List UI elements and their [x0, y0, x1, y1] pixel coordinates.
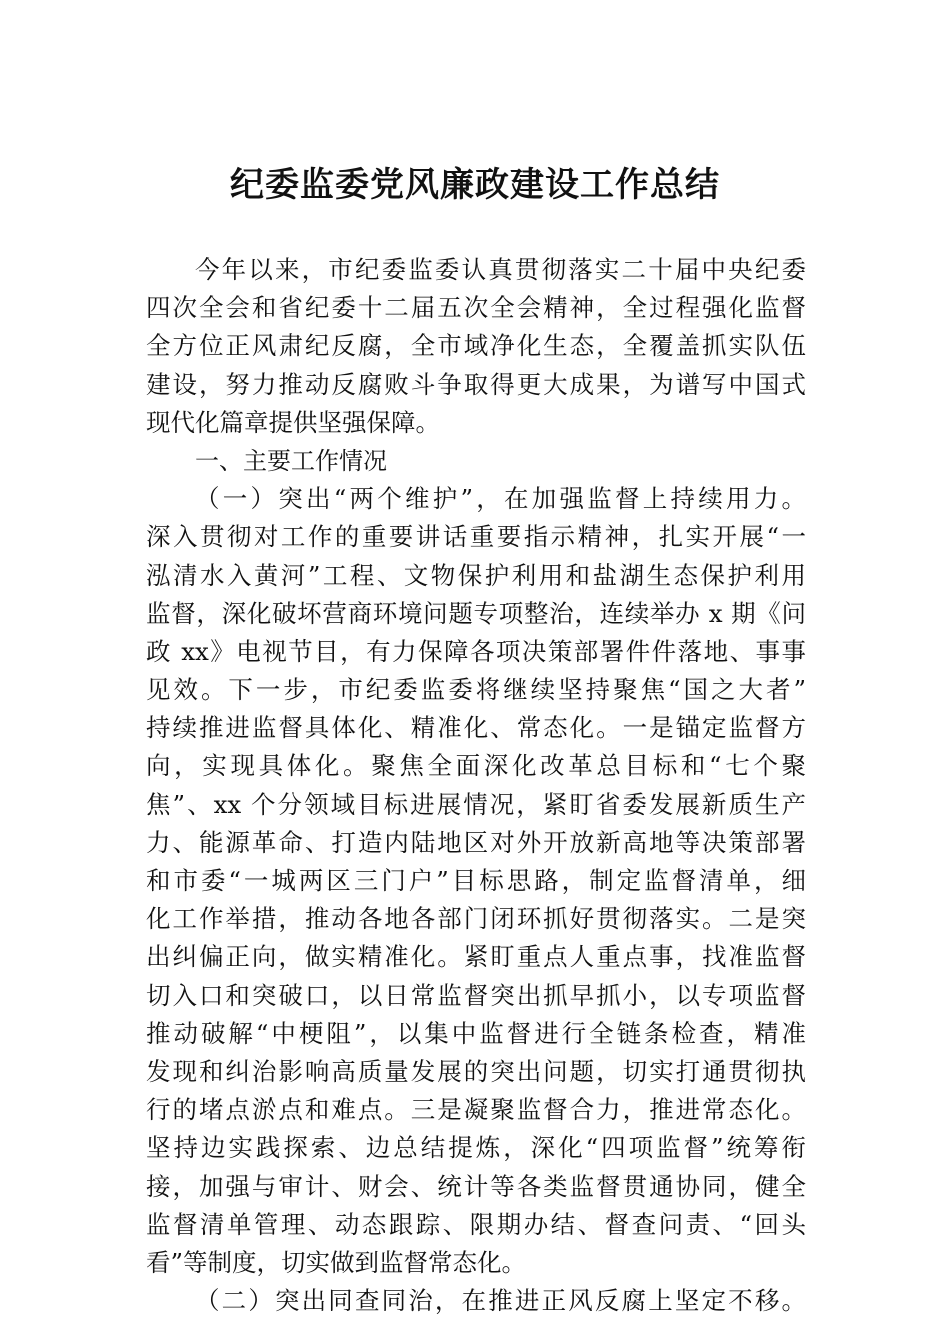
body-text-line: 化工作举措，推动各地各部门闭环抓好贯彻落实。二是突 — [146, 904, 806, 934]
body-text-line: （一）突出“两个维护”，在加强监督上持续用力。 — [195, 484, 806, 514]
section-heading: 一、主要工作情况 — [195, 446, 387, 475]
body-text-line: 和市委“一城两区三门户”目标思路，制定监督清单，细 — [146, 866, 806, 895]
body-text-line: 力、能源革命、打造内陆地区对外开放新高地等决策部署 — [146, 827, 806, 857]
body-text-line: 监督清单管理、动态跟踪、限期办结、督查问责、“回头 — [146, 1209, 806, 1239]
body-text-line: 焦”、xx 个分领域目标进展情况，紧盯省委发展新质生产 — [146, 789, 806, 819]
body-text-line: 持续推进监督具体化、精准化、常态化。一是锚定监督方 — [146, 713, 806, 743]
body-text-line: 全方位正风肃纪反腐，全市域净化生态，全覆盖抓实队伍 — [146, 331, 806, 361]
body-text-line: 泓清水入黄河”工程、文物保护利用和盐湖生态保护利用 — [146, 560, 806, 590]
body-text-line: 深入贯彻对工作的重要讲话重要指示精神，扎实开展“一 — [146, 522, 806, 552]
body-text-line: 推动破解“中梗阻”，以集中监督进行全链条检查，精准 — [146, 1018, 806, 1048]
body-text-line: 监督，深化破坏营商环境问题专项整治，连续举办 x 期《问 — [146, 598, 806, 628]
body-text-line: （二）突出同查同治，在推进正风反腐上坚定不移。 — [195, 1286, 806, 1316]
body-text-line: 看”等制度，切实做到监督常态化。 — [146, 1247, 527, 1277]
body-text-line: 出纠偏正向，做实精准化。紧盯重点人重点事，找准监督 — [146, 942, 806, 972]
body-text-line: 接，加强与审计、财会、统计等各类监督贯通协同，健全 — [146, 1171, 806, 1201]
body-text-line: 现代化篇章提供坚强保障。 — [146, 407, 440, 437]
body-text-line: 见效。下一步，市纪委监委将继续坚持聚焦“国之大者” — [146, 675, 806, 705]
body-text-line: 切入口和突破口，以日常监督突出抓早抓小，以专项监督 — [146, 980, 806, 1010]
body-text-line: 行的堵点淤点和难点。三是凝聚监督合力，推进常态化。 — [146, 1095, 806, 1125]
body-text-line: 今年以来，市纪委监委认真贯彻落实二十届中央纪委 — [195, 255, 806, 284]
body-text-line: 发现和纠治影响高质量发展的突出问题，切实打通贯彻执 — [146, 1056, 806, 1086]
document-title: 纪委监委党风廉政建设工作总结 — [230, 165, 720, 205]
body-text-line: 建设，努力推动反腐败斗争取得更大成果，为谱写中国式 — [146, 369, 806, 399]
body-text-line: 四次全会和省纪委十二届五次全会精神，全过程强化监督 — [146, 293, 806, 323]
body-text-line: 向，实现具体化。聚焦全面深化改革总目标和“七个聚 — [146, 751, 806, 781]
document-body — [146, 251, 806, 1320]
body-text-line: 坚持边实践探索、边总结提炼，深化“四项监督”统筹衔 — [146, 1133, 806, 1163]
body-text-line: 政 xx》电视节目，有力保障各项决策部署件件落地、事事 — [146, 636, 806, 666]
